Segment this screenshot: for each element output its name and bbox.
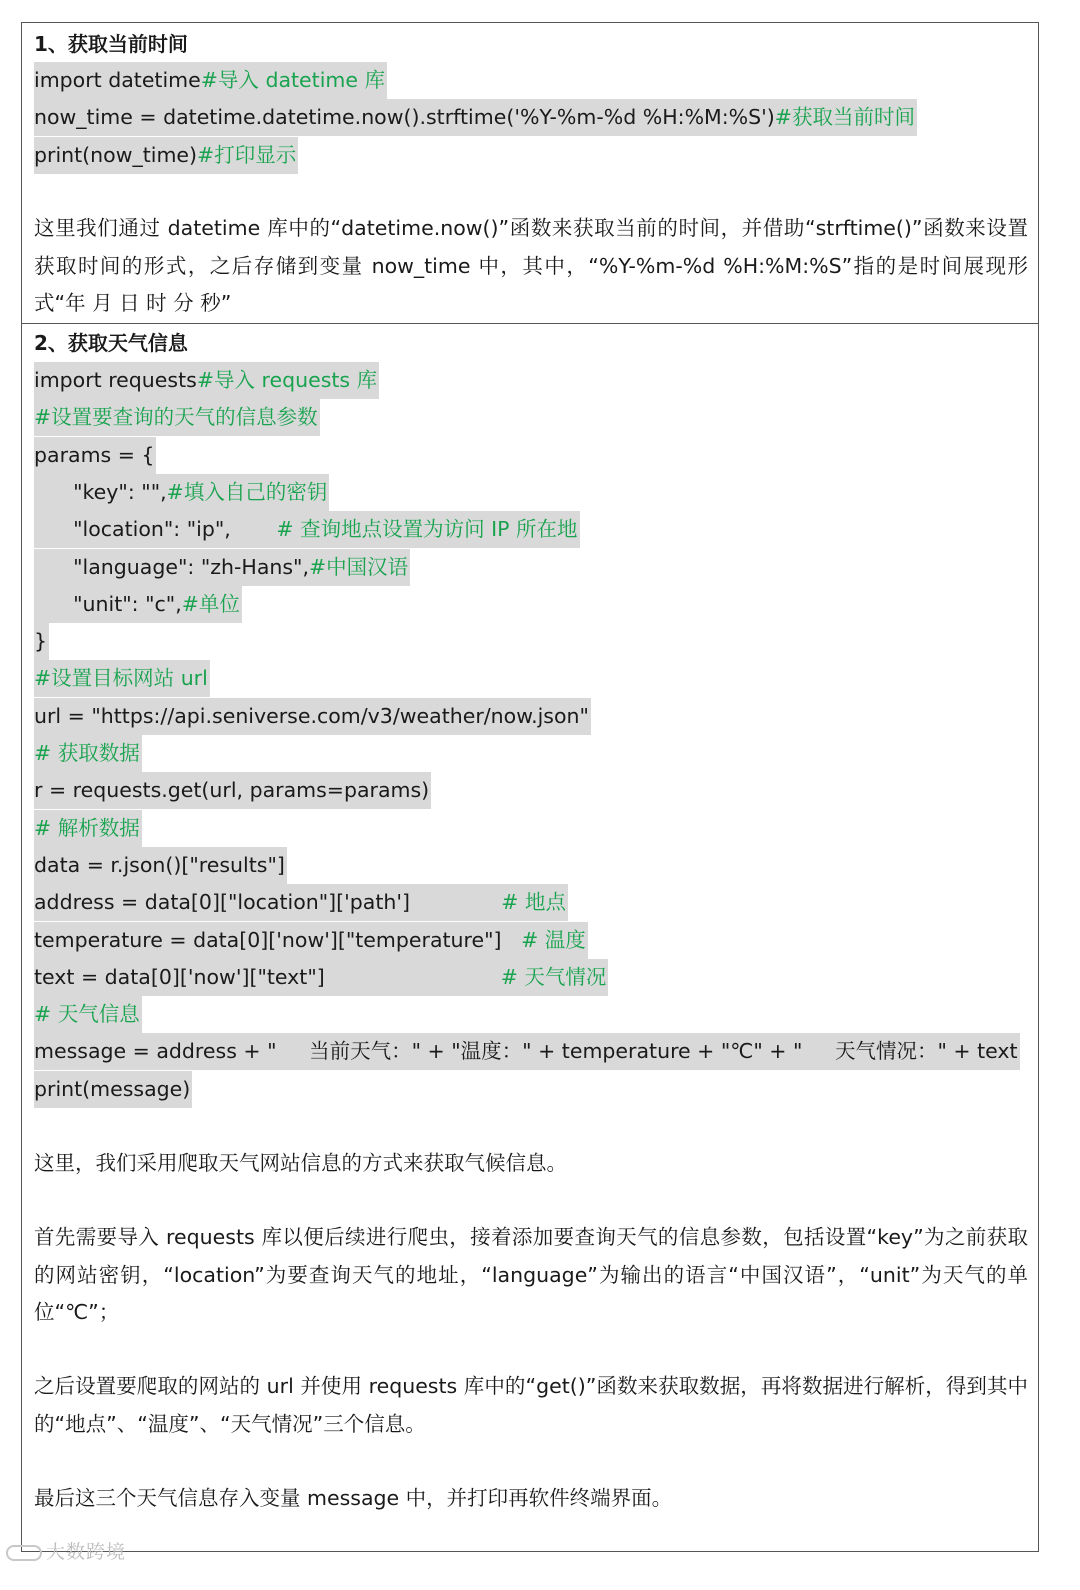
code-line (34, 137, 298, 174)
code-text: url = "https://api.seniverse.com/v3/weather/now.json" (34, 703, 589, 728)
section-2-title: 2、获取天气信息 (34, 331, 188, 355)
section-2-paragraph-1: 这里，我们采用爬取天气网站信息的方式来获取气候信息。 (34, 1151, 567, 1175)
code-comment: #导入 requests 库 (196, 368, 378, 392)
code-text: now_time = datetime.datetime.now().strftime('%Y-%m-%d %H:%M:%S') (34, 105, 775, 130)
section-2-paragraph-4: 最后这三个天气信息存入变量 message 中，并打印再软件终端界面。 (34, 1486, 673, 1510)
section-1-paragraph: 这里我们通过 datetime 库中的“datetime.now()”函数来获取当前的时间，并借助“strftime()”函数来设置获取时间的形式，之后存储到变量 now_time 中，其中，“%Y-%m-%d %H:%M:%S”指的是时间展现形式“年 月 日 时 分 秒” (34, 216, 1028, 315)
code-text: params = { (34, 442, 155, 467)
code-line (34, 586, 242, 623)
section-divider (22, 323, 1038, 324)
code-comment: #设置目标网站 url (34, 666, 208, 691)
watermark-logo-icon (6, 1545, 42, 1561)
code-text: import requests (34, 368, 197, 392)
code-text: "key": "", (34, 479, 167, 504)
code-text: "language": "zh-Hans", (34, 554, 309, 579)
code-line (34, 810, 142, 847)
code-comment: # 获取数据 (34, 741, 140, 765)
code-line (34, 623, 49, 660)
code-line (34, 847, 287, 884)
code-text: text = data[0]['now']["text"] (34, 964, 501, 989)
code-comment: # 地点 (501, 890, 566, 915)
code-line (34, 362, 379, 399)
code-text: } (34, 629, 48, 654)
code-text: temperature = data[0]['now']["temperature"] (34, 927, 522, 952)
code-line (34, 1071, 192, 1108)
code-text: r = requests.get(url, params=params) (34, 778, 430, 803)
code-line (34, 735, 142, 772)
code-comment: #打印显示 (197, 142, 297, 167)
code-text: print(message) (34, 1076, 191, 1101)
code-line (34, 474, 329, 511)
code-text: message = address + " 当前天气：" + "温度：" + temperature + "℃" + " 天气情况：" + text (34, 1039, 1018, 1064)
code-text: print(now_time) (34, 142, 198, 167)
code-line (34, 399, 320, 436)
watermark (6, 1537, 126, 1564)
code-line (34, 511, 580, 548)
code-line (34, 884, 568, 921)
code-text: "unit": "c", (34, 591, 182, 616)
code-text: import datetime (34, 68, 201, 92)
code-line (34, 437, 156, 474)
code-comment: #导入 datetime 库 (200, 68, 385, 92)
code-line (34, 1033, 1020, 1070)
code-text: address = data[0]["location"]['path'] (34, 890, 502, 915)
code-comment: #单位 (181, 591, 240, 616)
code-text: data = r.json()["results"] (34, 852, 285, 877)
code-line (34, 660, 210, 697)
code-comment: #获取当前时间 (774, 105, 915, 130)
code-text: "location": "ip", (34, 517, 277, 542)
section-1-title: 1、获取当前时间 (34, 32, 188, 56)
code-line (34, 772, 431, 809)
code-comment: # 天气情况 (500, 964, 607, 989)
code-comment: #中国汉语 (309, 554, 409, 579)
code-comment: #填入自己的密钥 (166, 479, 328, 504)
code-line (34, 959, 608, 996)
code-line (34, 922, 588, 959)
code-comment: # 天气信息 (34, 1002, 140, 1027)
code-comment: # 温度 (521, 927, 586, 952)
code-line (34, 62, 387, 99)
code-comment: #设置要查询的天气的信息参数 (34, 405, 318, 430)
code-line (34, 698, 591, 735)
code-comment: # 解析数据 (34, 815, 140, 840)
watermark-text: 大数跨境 (46, 1541, 127, 1563)
code-comment: # 查询地点设置为访问 IP 所在地 (276, 517, 578, 542)
code-line (34, 99, 917, 136)
code-line (34, 549, 410, 586)
section-2-paragraph-3: 之后设置要爬取的网站的 url 并使用 requests 库中的“get()”函数来获取数据，再将数据进行解析，得到其中的“地点”、“温度”、“天气情况”三个信息。 (34, 1374, 1028, 1436)
document-frame (21, 22, 1039, 1552)
section-2-paragraph-2: 首先需要导入 requests 库以便后续进行爬虫，接着添加要查询天气的信息参数，包括设置“key”为之前获取的网站密钥，“location”为要查询天气的地址，“language”为输出的语言“中国汉语”，“unit”为天气的单位“℃”； (34, 1225, 1028, 1324)
code-line (34, 996, 142, 1033)
